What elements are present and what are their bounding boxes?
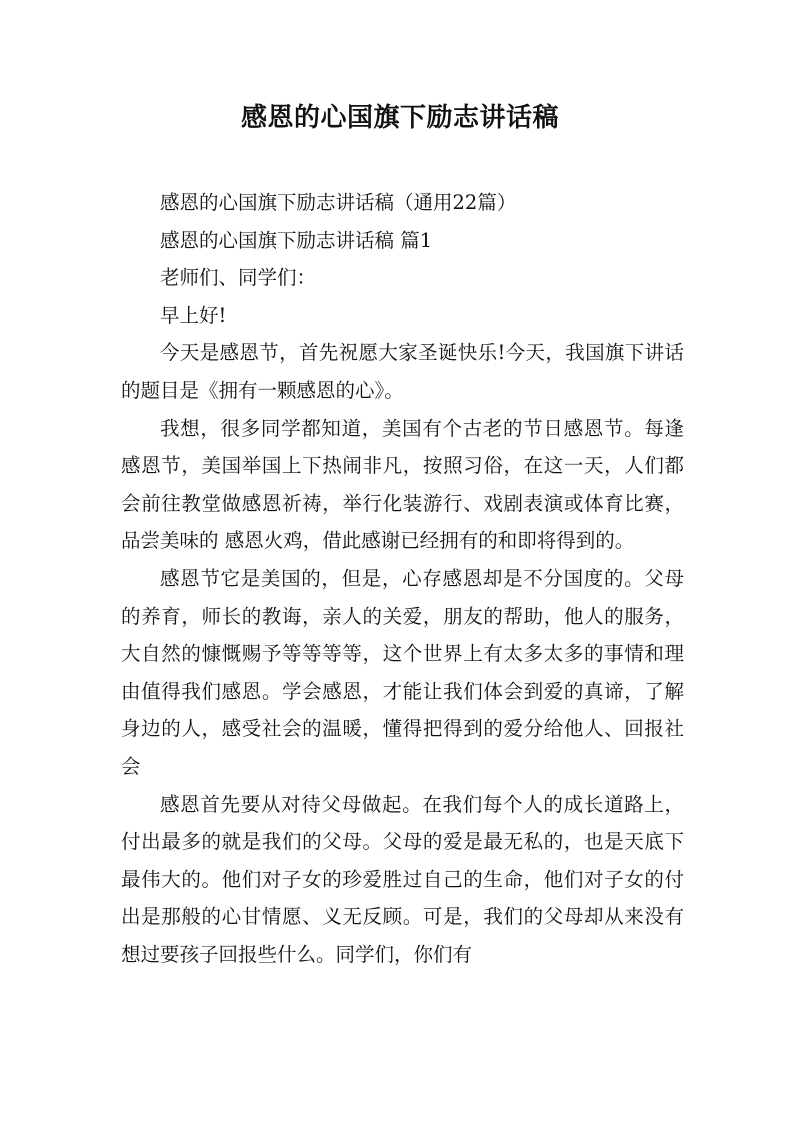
paragraph: 我想，很多同学都知道，美国有个古老的节日感恩节。每逢感恩节，美国举国上下热闹非凡，按照习俗，在这一天，人们都会前往教堂做感恩祈祷，举行化装游行、戏剧表演或体育比赛，品尝美味的 感恩火鸡，借此感谢已经拥有的和即将得到的。: [121, 416, 684, 553]
paragraph-section-heading: 感恩的心国旗下励志讲话稿 篇1: [160, 228, 433, 252]
paragraph: 今天是感恩节，首先祝愿大家圣诞快乐!今天，我国旗下讲话的题目是《拥有一颗感恩的心》。: [121, 341, 684, 402]
paragraph-subtitle: 感恩的心国旗下励志讲话稿（通用22篇）: [160, 191, 517, 214]
paragraph-salutation: 老师们、同学们：: [160, 266, 317, 290]
paragraph: 感恩首先要从对待父母做起。在我们每个人的成长道路上，付出最多的就是我们的父母。父母的爱是最无私的，也是天底下最伟大的。他们对子女的珍爱胜过自己的生命，他们对子女的付出是那般的心甘情愿、义无反顾。可是，我们的父母却从来没有想过要孩子回报些什么。同学们，你们有: [121, 792, 684, 966]
document-body: [121, 184, 684, 973]
paragraph: 感恩节它是美国的，但是，心存感恩却是不分国度的。父母的养育，师长的教诲，亲人的关爱，朋友的帮助，他人的服务，大自然的慷慨赐予等等等等，这个世界上有太多太多的事情和理由值得我们感恩。学会感恩，才能让我们体会到爱的真谛，了解身边的人，感受社会的温暖，懂得把得到的爱分给他人、回报社会: [121, 566, 684, 778]
paragraph-greeting: 早上好!: [160, 303, 227, 327]
document-title: 感恩的心国旗下励志讲话稿: [240, 103, 559, 133]
